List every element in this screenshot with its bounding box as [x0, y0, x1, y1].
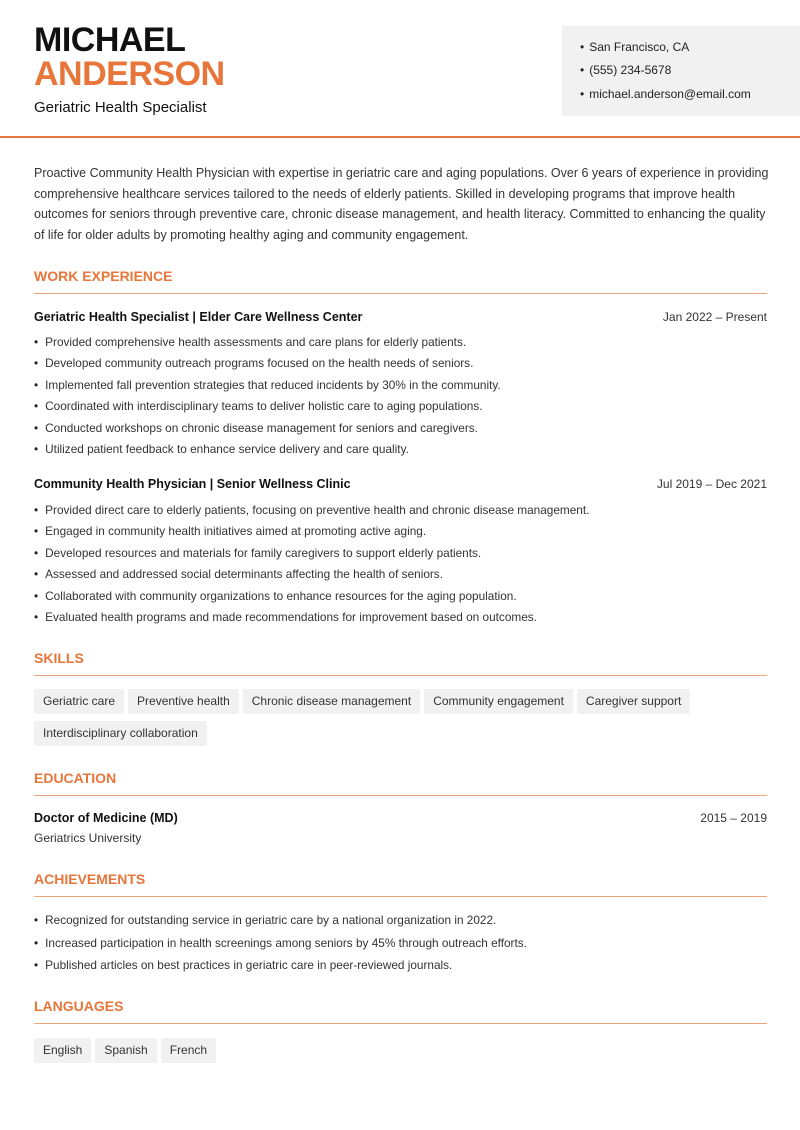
section-title-work: WORK EXPERIENCE — [34, 268, 767, 294]
list-item: • Increased participation in health screenings among seniors by 45% through outreach efforts. — [34, 932, 769, 955]
job-header — [34, 310, 767, 328]
contact-location: • San Francisco, CA — [580, 40, 689, 54]
skill-chip: Interdisciplinary collaboration — [34, 721, 207, 746]
last-name: ANDERSON — [34, 55, 225, 93]
language-chip: English — [34, 1038, 91, 1063]
job-dates: Jul 2019 – Dec 2021 — [656, 477, 767, 491]
achievement-bullets — [34, 909, 769, 977]
skill-chip: Caregiver support — [577, 689, 690, 714]
contact-box — [562, 26, 800, 116]
section-title-education: EDUCATION — [34, 770, 767, 796]
job-role: Geriatric Health Specialist | Elder Care Wellness Center — [34, 310, 363, 324]
list-item: • Provided comprehensive health assessments and care plans for elderly patients. — [34, 332, 769, 353]
list-item: • Developed community outreach programs focused on the health needs of seniors. — [34, 353, 769, 374]
list-item: • Published articles on best practices in geriatric care in peer-reviewed journals. — [34, 954, 769, 977]
list-item: • Coordinated with interdisciplinary teams to deliver holistic care to aging populations. — [34, 396, 769, 417]
list-item: • Provided direct care to elderly patients, focusing on preventive health and chronic disease management. — [34, 500, 769, 521]
list-item: • Implemented fall prevention strategies that reduced incidents by 30% in the community. — [34, 375, 769, 396]
education-dates: 2015 – 2019 — [700, 811, 767, 825]
skill-chip: Chronic disease management — [243, 689, 420, 714]
resume-header — [0, 0, 800, 138]
job-header — [34, 477, 767, 495]
language-chip: Spanish — [95, 1038, 156, 1063]
job-title: Geriatric Health Specialist — [34, 99, 207, 116]
list-item: • Assessed and addressed social determinants affecting the health of seniors. — [34, 564, 769, 585]
first-name: MICHAEL — [34, 21, 186, 59]
language-chip: French — [161, 1038, 216, 1063]
contact-email[interactable]: • michael.anderson@email.com — [580, 87, 751, 101]
job-bullets — [34, 332, 769, 460]
contact-phone: • (555) 234-5678 — [580, 63, 671, 77]
skill-chip: Preventive health — [128, 689, 239, 714]
summary-paragraph: Proactive Community Health Physician with expertise in geriatric care and aging populations. Over 6 years of experience in providing comprehensive healthcare services tailored to the needs of elderly patients. Skilled in developing programs that improve health outcomes for seniors through preventive care, chronic disease management, and health literacy. Committed to enhancing the quality of life for older adults by promoting healthy aging and community engagement. — [34, 166, 769, 243]
section-title-languages: LANGUAGES — [34, 998, 767, 1024]
list-item: • Evaluated health programs and made recommendations for improvement based on outcomes. — [34, 607, 769, 628]
section-title-skills: SKILLS — [34, 650, 767, 676]
list-item: • Developed resources and materials for family caregivers to support elderly patients. — [34, 543, 769, 564]
skill-chip: Geriatric care — [34, 689, 124, 714]
languages-list — [34, 1038, 774, 1070]
list-item: • Engaged in community health initiatives aimed at promoting active aging. — [34, 521, 769, 542]
list-item: • Conducted workshops on chronic disease management for seniors and caregivers. — [34, 418, 769, 439]
job-dates: Jan 2022 – Present — [662, 310, 767, 324]
skills-list — [34, 689, 774, 753]
list-item: • Utilized patient feedback to enhance service delivery and care quality. — [34, 439, 769, 460]
job-bullets — [34, 500, 769, 628]
job-role: Community Health Physician | Senior Wellness Clinic — [34, 477, 351, 491]
list-item: • Recognized for outstanding service in geriatric care by a national organization in 2022. — [34, 909, 769, 932]
list-item: • Collaborated with community organizations to enhance resources for the aging population. — [34, 586, 769, 607]
skill-chip: Community engagement — [424, 689, 573, 714]
section-title-achievements: ACHIEVEMENTS — [34, 871, 767, 897]
education-school: Geriatrics University — [34, 831, 142, 845]
education-degree: Doctor of Medicine (MD) — [34, 811, 178, 825]
